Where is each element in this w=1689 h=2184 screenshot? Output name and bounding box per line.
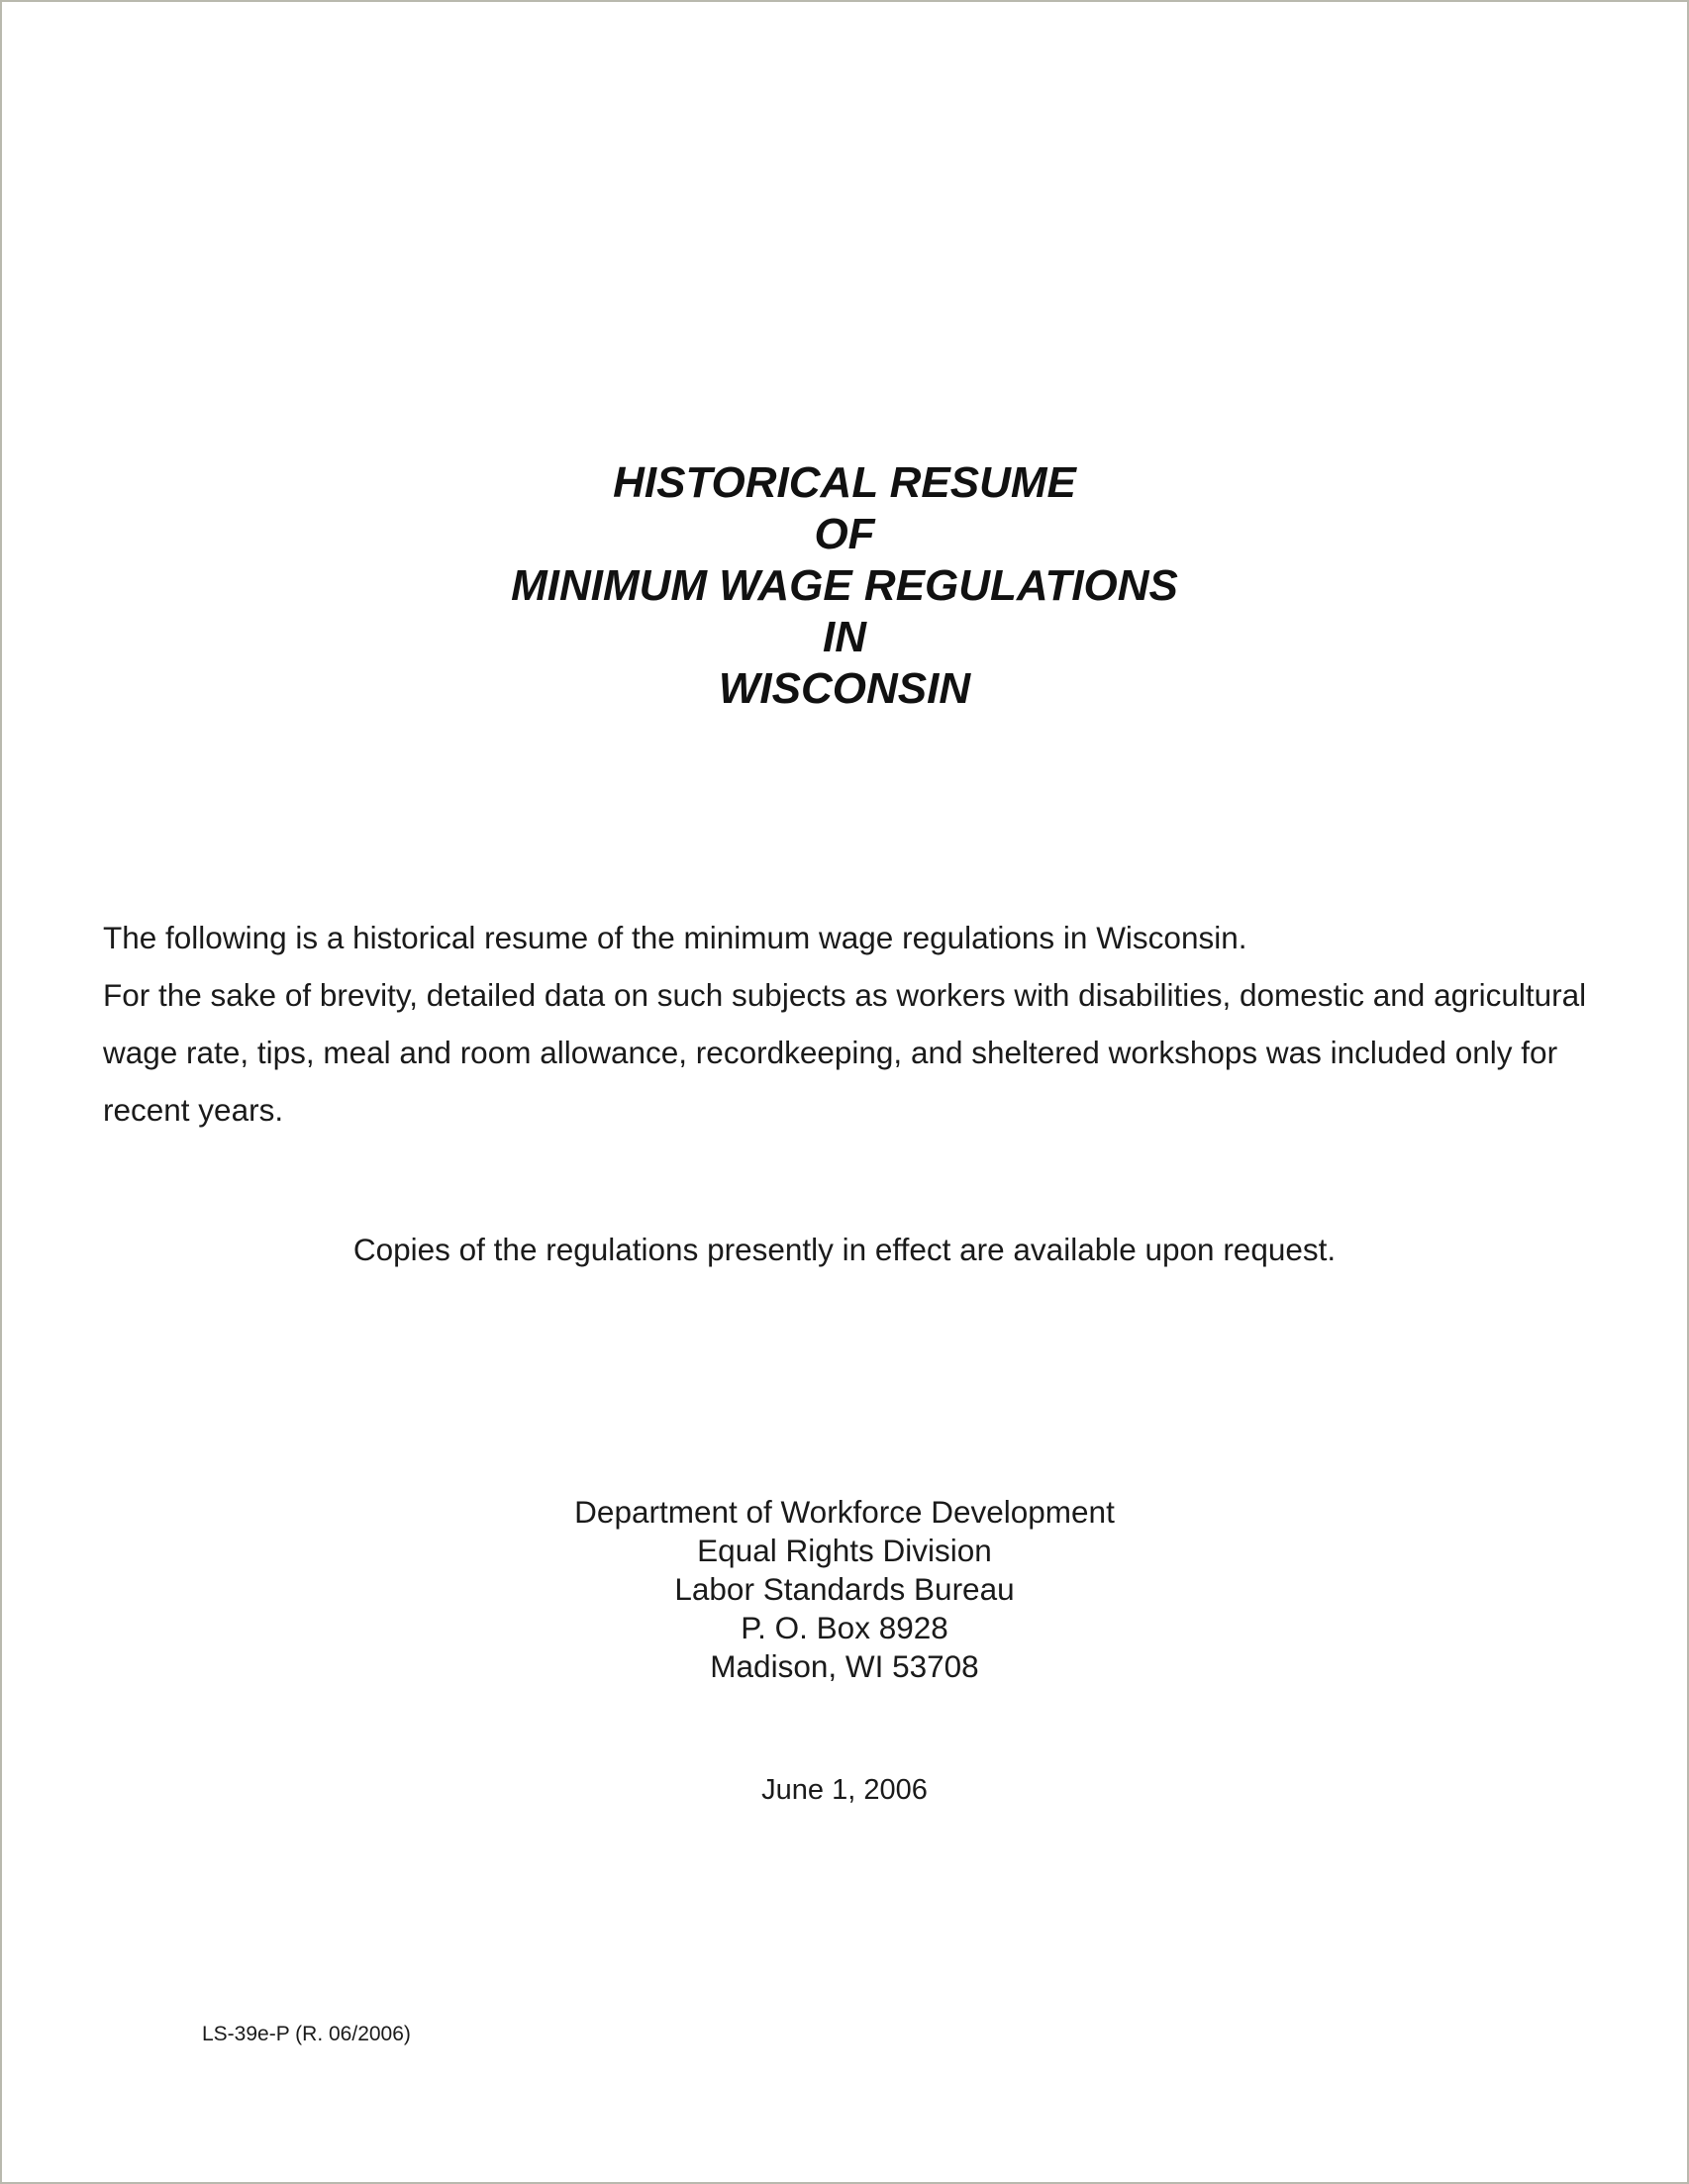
intro-paragraph-2: For the sake of brevity, detailed data on such subjects as workers with disabilities, domestic and agricultural wage rate, tips, meal and room allowance, recordkeeping, and sheltered workshops was included only for recent years. [103, 977, 1587, 1128]
address-division: Equal Rights Division [697, 1533, 992, 1568]
title-line-3: MINIMUM WAGE REGULATIONS [511, 561, 1178, 610]
title-line-4: IN [823, 613, 866, 661]
address-city: Madison, WI 53708 [710, 1648, 979, 1684]
title-line-2: OF [814, 510, 875, 558]
copies-note: Copies of the regulations presently in effect are available upon request. [352, 1232, 1337, 1267]
title-line-5: WISCONSIN [718, 664, 971, 713]
intro-paragraph-1: The following is a historical resume of the minimum wage regulations in Wisconsin. [103, 920, 1247, 955]
form-code: LS-39e-P (R. 06/2006) [202, 2023, 411, 2045]
address-bureau: Labor Standards Bureau [674, 1571, 1015, 1607]
title-line-1: HISTORICAL RESUME [613, 458, 1076, 507]
address-department: Department of Workforce Development [574, 1494, 1115, 1530]
address-block [2, 1493, 1687, 1686]
document-title [2, 457, 1687, 715]
address-po-box: P. O. Box 8928 [741, 1610, 948, 1645]
intro-text [103, 909, 1608, 1139]
document-date: June 1, 2006 [761, 1774, 928, 1806]
